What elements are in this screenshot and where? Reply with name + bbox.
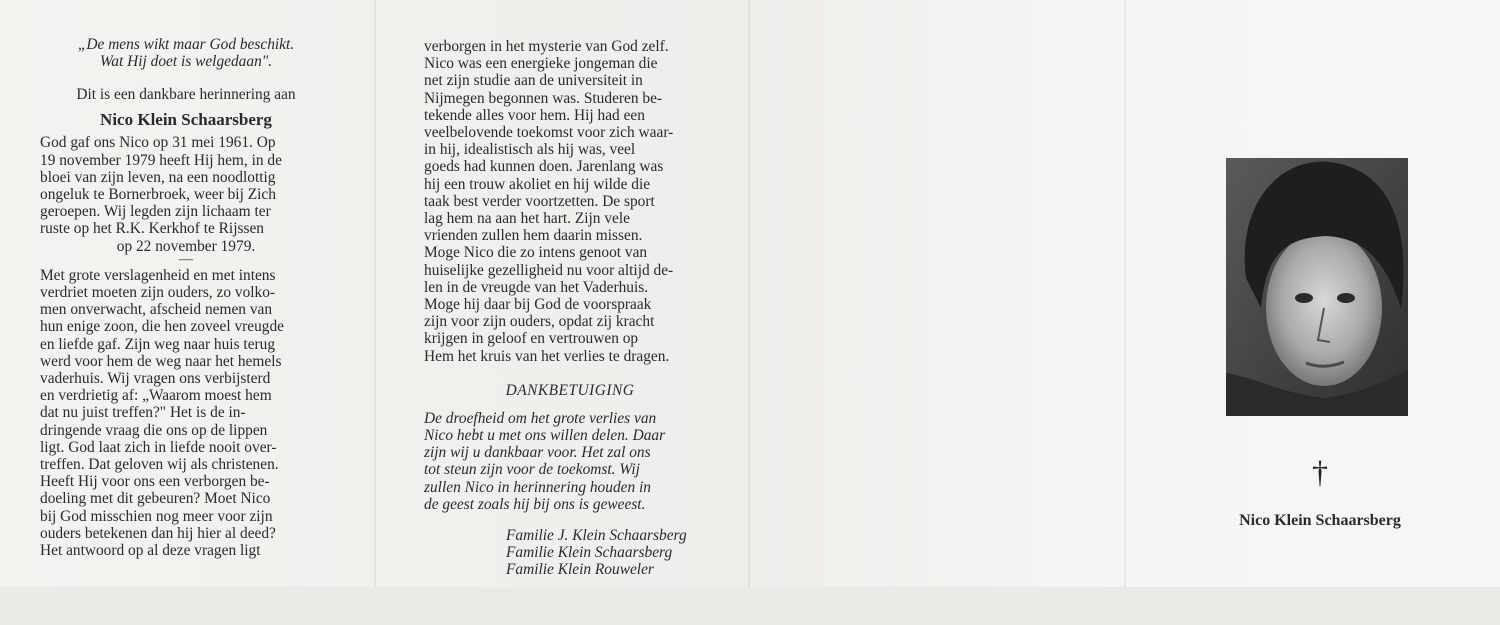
text-line: bloei van zijn leven, na een noodlottig — [40, 168, 276, 186]
text-line: de geest zoals hij bij ons is geweest. — [424, 495, 646, 513]
text-line: en liefde gaf. Zijn weg naar huis terug — [40, 335, 276, 353]
text-line: vaderhuis. Wij vragen ons verbijsterd — [40, 370, 271, 388]
text-line: in hij, idealistisch als hij was, veel — [424, 141, 636, 159]
text-line: tekende alles voor hem. Hij had een — [424, 106, 645, 124]
text-line: God gaf ons Nico op 31 mei 1961. Op — [40, 134, 276, 152]
text-line: ongeluk te Bornerbroek, weer bij Zich — [40, 186, 276, 204]
text-line: Nico hebt u met ons willen delen. Daar — [424, 427, 666, 445]
text-line: op 22 november 1979. — [116, 237, 256, 255]
signatures — [424, 527, 716, 579]
thanks-heading: DANKBETUIGING — [505, 381, 635, 399]
text-line: goeds had kunnen doen. Jarenlang was — [424, 158, 664, 176]
biography — [40, 134, 332, 254]
motto — [40, 36, 332, 70]
text-line: 19 november 1979 heeft Hij hem, in de — [40, 151, 282, 169]
text-line: huiselijke gezelligheid nu voor altijd de- — [424, 261, 674, 279]
deceased-name: Nico Klein Schaarsberg — [100, 110, 272, 130]
text-line: Nijmegen begonnen was. Studeren be- — [424, 89, 663, 107]
portrait-photo — [1226, 158, 1408, 416]
text-line: Met grote verslagenheid en met intens — [40, 266, 276, 284]
text-line: Heeft Hij voor ons een verborgen be- — [40, 473, 270, 491]
text-line: verborgen in het mysterie van God zelf. — [424, 38, 669, 55]
signature-line: Familie J. Klein Schaarsberg — [506, 527, 687, 545]
text-line: hun enige zoon, die hen zoveel vreugde — [40, 318, 285, 336]
text-line: bij God misschien nog meer voor zijn — [40, 507, 273, 525]
text-line: net zijn studie aan de universiteit in — [424, 72, 643, 90]
motto-line: „De mens wikt maar God beschikt. — [77, 36, 295, 53]
text-line: zullen Nico in herinnering houden in — [424, 478, 651, 496]
text-line: vrienden zullen hem daarin missen. — [424, 227, 643, 245]
text-line: ruste op het R.K. Kerkhof te Rijssen — [40, 220, 264, 238]
left-panel — [40, 36, 332, 623]
fold-line — [1124, 0, 1126, 587]
text-line: De droefheid om het grote verlies van — [424, 409, 657, 427]
text-line: Hem het kruis van het verlies te dragen. — [424, 347, 670, 365]
text-line: doeling met dit gebeuren? Moet Nico — [40, 490, 271, 508]
text-line: tot steun zijn voor de toekomst. Wij — [424, 461, 640, 479]
text-line: krijgen in geloof en vertrouwen op — [424, 330, 639, 348]
fold-line — [748, 0, 750, 587]
motto-line: Wat Hij doet is welgedaan". — [99, 53, 273, 71]
text-line: dringende vraag die ons op de lippen — [40, 421, 268, 439]
divider: — — [179, 251, 193, 267]
cross-icon: † — [1312, 454, 1328, 490]
text-line: Moge hij daar bij God de voorspraak — [424, 296, 652, 314]
portrait-image — [1226, 158, 1408, 416]
text-line: ouders betekenen dan hij hier al deed? — [40, 524, 276, 542]
memorial-text-continued — [424, 38, 716, 365]
text-line: hij een trouw akoliet en hij wilde die — [424, 175, 651, 193]
text-line: len in de vreugde van het Vaderhuis. — [424, 278, 649, 296]
signature-line: Familie Klein Rouweler — [506, 561, 654, 579]
text-line: dat nu juist treffen?" Het is de in- — [40, 404, 246, 422]
text-line: treffen. Dat geloven wij als christenen. — [40, 456, 279, 474]
signature-line: Familie Klein Schaarsberg — [506, 544, 673, 562]
middle-panel — [424, 38, 716, 625]
text-line: veelbelovende toekomst voor zich waar- — [424, 124, 674, 142]
memorial-text — [40, 267, 332, 559]
text-line: lag hem na aan het hart. Zijn vele — [424, 210, 630, 228]
text-line: werd voor hem de weg naar het hemels — [40, 352, 282, 370]
text-line: verdriet moeten zijn ouders, zo volko- — [40, 284, 276, 302]
text-line: Nico was een energieke jongeman die — [424, 55, 658, 73]
text-line: geroepen. Wij legden zijn lichaam ter — [40, 203, 271, 221]
text-line: Moge Nico die zo intens genoot van — [424, 244, 648, 262]
front-name: Nico Klein Schaarsberg — [1239, 512, 1401, 529]
text-line: ligt. God laat zich in liefde nooit over- — [40, 438, 277, 456]
fold-line — [374, 0, 376, 587]
intro-text: Dit is een dankbare herinnering aan — [76, 86, 296, 104]
text-line: taak best verder voortzetten. De sport — [424, 192, 655, 210]
text-line: Het antwoord op al deze vragen ligt — [40, 542, 261, 560]
text-line: men onverwacht, afscheid nemen van — [40, 301, 273, 319]
text-line: zijn voor zijn ouders, opdat zij kracht — [424, 313, 655, 331]
text-line: en verdrietig af: „Waarom moest hem — [40, 387, 272, 405]
thanks-text — [424, 410, 716, 513]
text-line: zijn wij u dankbaar voor. Het zal ons — [424, 444, 651, 462]
